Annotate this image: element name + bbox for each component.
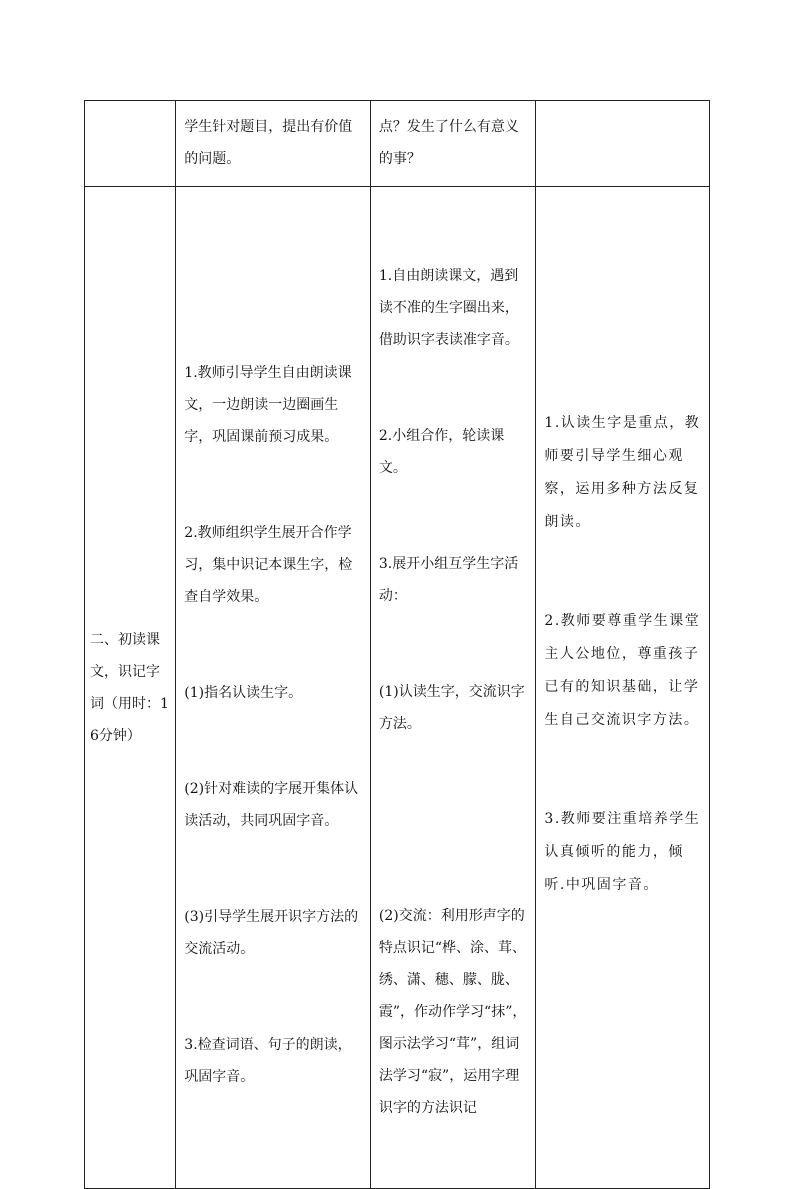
student-step: (1)认读生字，交流识字方法。 [378,684,525,732]
teacher-step: (3)引导学生展开识字方法的交流活动。 [184,909,359,957]
lesson-plan-table [84,100,710,1189]
student-step: 1.自由朗读课文，遇到读不准的生字圈出来，借助识字表读准字音。 [378,268,519,348]
teacher-activity-text: 学生针对题目，提出有价值的问题。 [184,119,353,167]
teacher-step: 1.教师引导学生自由朗读课文，一边朗读一边圈画生字，巩固课前预习成果。 [184,365,352,445]
design-note-cell [536,187,710,1189]
teacher-activity-cell [176,101,371,187]
teacher-step: 3.检查词语、句子的朗读，巩固字音。 [184,1037,352,1085]
student-step: 2.小组合作，轮读课文。 [378,428,505,476]
design-note: 2.教师要尊重学生课堂主人公地位，尊重孩子已有的知识基础，让学生自己交流识字方法。 [544,613,701,728]
student-step: (2)交流：利用形声字的特点识记“桦、涂、茸、绣、潇、穗、朦、胧、霞”，作动作学习“抹”，图示法学习“茸”，组词法学习“寂”，运用字理识字的方法识记 [378,908,527,1116]
teacher-activity-cell [176,187,371,1189]
student-activity-cell [370,101,536,187]
student-activity-text: 点？发生了什么有意义的事？ [378,119,519,167]
student-activity-cell [370,187,536,1189]
table-row [85,101,710,187]
design-note: 3.教师要注重培养学生认真倾听的能力，倾听.中巩固字音。 [544,811,701,893]
teacher-step: (1)指名认读生字。 [184,685,303,701]
design-note: 1.认读生字是重点，教师要引导学生细心观察，运用多种方法反复朗读。 [544,415,701,530]
teacher-step: 2.教师组织学生展开合作学习，集中识记本课生字，检查自学效果。 [184,525,353,605]
teacher-step: (2)针对难读的字展开集体认读活动，共同巩固字音。 [184,781,359,829]
note-cell [536,101,710,187]
table-row [85,187,710,1189]
stage-cell [85,101,176,187]
student-step: 3.展开小组互学生字活动： [378,556,519,604]
stage-cell [85,187,176,1189]
stage-title: 二、初读课文，识记字词（用时：16分钟） [90,631,169,744]
